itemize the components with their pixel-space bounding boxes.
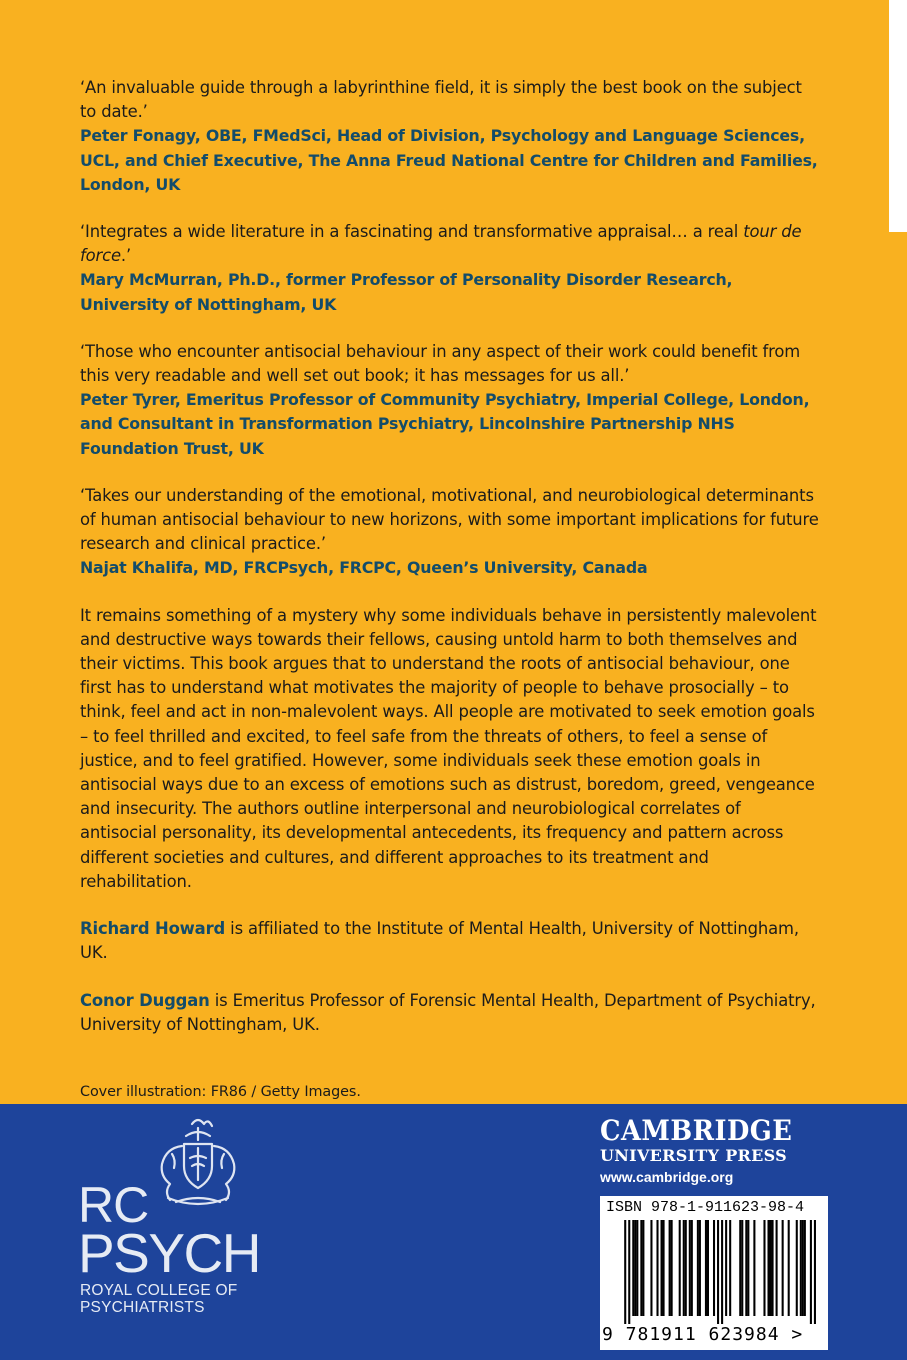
isbn-barcode: [600, 1196, 828, 1350]
barcode-bar: [772, 1220, 774, 1316]
endorsement-quote: [80, 220, 820, 268]
endorsement-quote: ‘Takes our understanding of the emotional, motivational, and neurobiological determinants of human antisocial behaviour to new horizons, with some important implications for future research and clinical practice.’: [80, 485, 819, 554]
endorsement-attribution: Najat Khalifa, MD, FRCPsych, FRCPC, Queen’s University, Canada: [80, 558, 648, 578]
isbn-label: ISBN 978-1-911623-98-4: [606, 1199, 805, 1216]
barcode-bar: [717, 1220, 719, 1324]
barcode-bar: [729, 1220, 731, 1316]
barcode-bar: [691, 1220, 693, 1316]
barcode-bar: [683, 1220, 685, 1316]
barcode-bar: [745, 1220, 747, 1316]
crest-icon: [148, 1114, 248, 1214]
author-bio: [80, 989, 820, 1037]
barcode-bar: [707, 1220, 709, 1316]
barcode-bar: [685, 1220, 687, 1316]
barcode-bar: [767, 1220, 769, 1316]
barcode-bar: [804, 1220, 806, 1316]
barcode-bar: [776, 1220, 778, 1316]
barcode-bar: [739, 1220, 741, 1316]
barcode-bar: [800, 1220, 802, 1316]
barcode-bar: [650, 1220, 652, 1316]
publisher-band: [0, 1104, 907, 1360]
barcode-bars: [604, 1220, 824, 1324]
barcode-bar: [782, 1220, 784, 1316]
rcpsych-logo: [78, 1114, 260, 1344]
endorsement-attribution: Peter Fonagy, OBE, FMedSci, Head of Division, Psychology and Language Sciences, UCL, and Chief Executive, The Anna Freud National Centre for Children and Families, London, UK: [80, 126, 818, 194]
publisher-name: CAMBRIDGE: [600, 1114, 793, 1147]
barcode-digits: 9 781911 623984 >: [602, 1324, 804, 1345]
illustration-credit: Cover illustration: FR86 / Getty Images.: [80, 1083, 361, 1100]
barcode-bar: [689, 1220, 691, 1316]
barcode-bar: [725, 1220, 727, 1316]
publisher-url: www.cambridge.org: [600, 1169, 734, 1185]
barcode-bar: [747, 1220, 749, 1316]
barcode-bar: [753, 1220, 755, 1316]
barcode-bar: [632, 1220, 634, 1316]
barcode-bar: [802, 1220, 804, 1316]
barcode-bar: [705, 1220, 707, 1316]
psych-wordmark: PSYCH: [78, 1222, 260, 1284]
quote-text-end: .’: [120, 246, 132, 266]
barcode-bar: [713, 1220, 715, 1316]
barcode-bar: [663, 1220, 665, 1316]
barcode-bar: [656, 1220, 658, 1316]
author-name: Richard Howard: [80, 919, 226, 939]
endorsement-quote: ‘Those who encounter antisocial behaviour in any aspect of their work could benefit from this very readable and well set out book; it has messages for us all.’: [80, 341, 801, 386]
barcode-bar: [788, 1220, 790, 1316]
barcode-bar: [697, 1220, 699, 1316]
barcode-bar: [634, 1220, 636, 1316]
barcode-bar: [810, 1220, 812, 1324]
cover-text: [80, 76, 820, 1123]
barcode-bar: [679, 1220, 681, 1316]
barcode-bar: [640, 1220, 642, 1316]
barcode-bar: [721, 1220, 723, 1324]
endorsement-2: [80, 220, 820, 317]
endorsement-4: [80, 484, 820, 581]
barcode-bar: [671, 1220, 673, 1316]
endorsement-1: [80, 76, 820, 197]
barcode-bar: [636, 1220, 638, 1316]
quote-text: ‘Integrates a wide literature in a fascinating and transformative appraisal… a real: [80, 222, 744, 242]
author-bio-text: is affiliated to the Institute of Mental Health, University of Nottingham, UK.: [80, 919, 799, 963]
barcode-bar: [661, 1220, 663, 1316]
quote-emphasis: tour de force: [80, 222, 802, 266]
barcode-bar: [814, 1220, 816, 1324]
endorsement-attribution: Peter Tyrer, Emeritus Professor of Community Psychiatry, Imperial College, London, and Consultant in Transformation Psychiatry, Lincolnshire Partnership NHS Foundation Trust, UK: [80, 390, 810, 458]
college-name: [80, 1282, 237, 1316]
barcode-bar: [770, 1220, 772, 1316]
college-name-line2: PSYCHIATRISTS: [80, 1299, 205, 1316]
barcode-bar: [763, 1220, 765, 1316]
barcode-bar: [624, 1220, 626, 1324]
author-bio-text: is Emeritus Professor of Forensic Mental Health, Department of Psychiatry, University of Nottingham, UK.: [80, 990, 816, 1034]
barcode-bar: [796, 1220, 798, 1316]
author-bio: [80, 917, 820, 965]
rc-wordmark: RC: [78, 1177, 149, 1233]
endorsement-attribution: Mary McMurran, Ph.D., former Professor of Personality Disorder Research, University of Nottingham, UK: [80, 270, 733, 314]
page-edge-tab: [889, 0, 907, 232]
barcode-bar: [669, 1220, 671, 1316]
barcode-bar: [699, 1220, 701, 1316]
endorsement-3: [80, 340, 820, 461]
cambridge-logo: [600, 1116, 828, 1188]
barcode-bar: [628, 1220, 630, 1324]
publisher-press: UNIVERSITY PRESS: [600, 1146, 787, 1165]
barcode-bar: [642, 1220, 644, 1316]
barcode-bar: [741, 1220, 743, 1316]
book-description: It remains something of a mystery why some individuals behave in persistently malevolent and destructive ways towards their fellows, causing untold harm to both themselves and their victims. This book argues that to understand the roots of antisocial behaviour, one first has to understand what motivates the majority of people to behave prosocially – to think, feel and act in non-malevolent ways. All people are motivated to seek emotion goals – to feel thrilled and excited, to feel safe from the threats of others, to feel a sense of justice, and to feel gratified. However, some individuals seek these emotion goals in antisocial ways due to an excess of emotions such as distrust, boredom, greed, vengeance and insecurity. The authors outline interpersonal and neurobiological correlates of antisocial personality, its developmental antecedents, its frequency and pattern across different societies and cultures, and different approaches to its treatment and rehabilitation.: [80, 605, 817, 891]
author-name: Conor Duggan: [80, 990, 210, 1010]
endorsement-quote: ‘An invaluable guide through a labyrinthine field, it is simply the best book on the subject to date.’: [80, 78, 802, 122]
college-name-line1: ROYAL COLLEGE OF: [80, 1282, 238, 1299]
